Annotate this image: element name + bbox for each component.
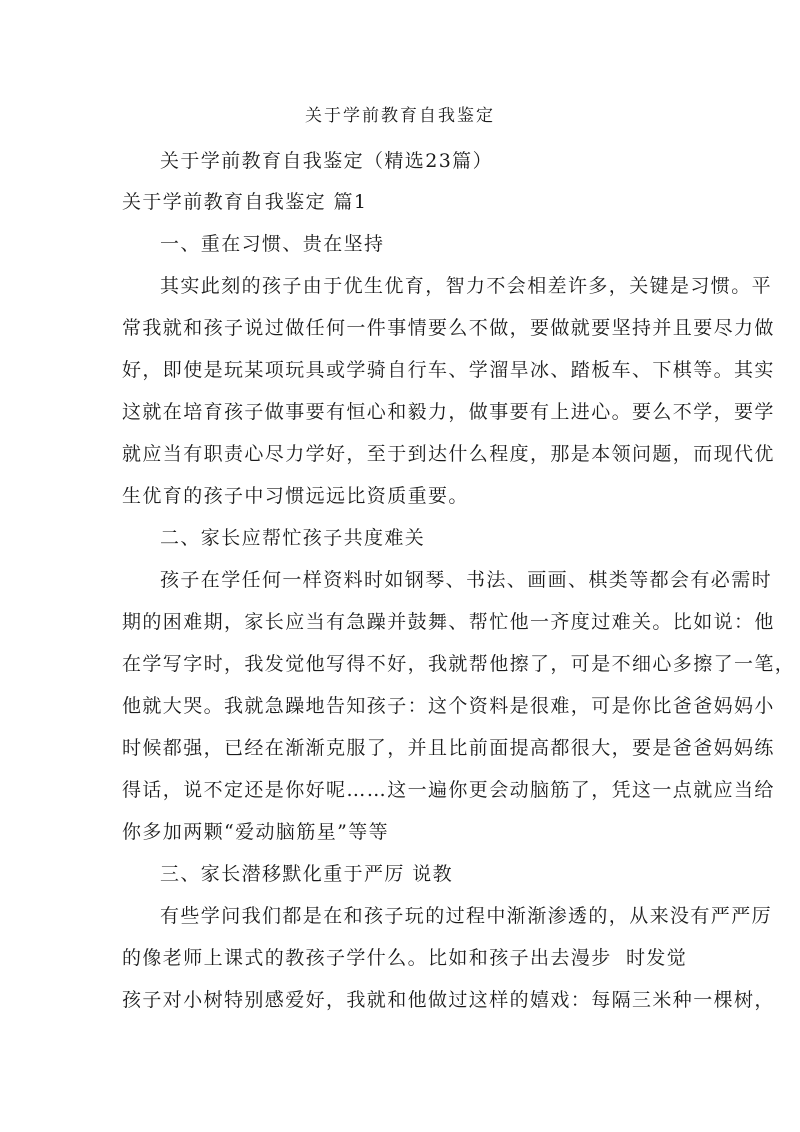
- paragraph-line: 期的困难期，家长应当有急躁并鼓舞、帮忙他一齐度过难关。比如说：他: [122, 611, 775, 633]
- document-subtitle: 关于学前教育自我鉴定（精选23篇）: [160, 150, 493, 172]
- article-heading: 关于学前教育自我鉴定 篇1: [122, 191, 368, 213]
- paragraph-line: 常我就和孩子说过做任何一件事情要么不做，要做就要坚持并且要尽力做: [122, 317, 775, 339]
- paragraph-line: 在学写字时，我发觉他写得不好，我就帮他擦了，可是不细心多擦了一笔，: [122, 653, 796, 675]
- paragraph-line: 孩子在学任何一样资料时如钢琴、书法、画画、棋类等都会有必需时: [160, 569, 773, 591]
- paragraph-line: 这就在培育孩子做事要有恒心和毅力，做事要有上进心。要么不学，要学: [122, 401, 775, 423]
- paragraph-line: 得话，说不定还是你好呢……这一遍你更会动脑筋了，凭这一点就应当给: [122, 779, 775, 801]
- paragraph-line: 其实此刻的孩子由于优生优育，智力不会相差许多，关键是习惯。平: [160, 275, 773, 297]
- paragraph-line: 时候都强，已经在渐渐克服了，并且比前面提高都很大，要是爸爸妈妈练: [122, 737, 775, 759]
- paragraph-line: 有些学问我们都是在和孩子玩的过程中渐渐渗透的，从来没有严严厉: [160, 905, 773, 927]
- section-heading-2: 二、家长应帮忙孩子共度难关: [160, 527, 426, 549]
- paragraph-line: 你多加两颗“爱动脑筋星”等等: [122, 821, 390, 843]
- document-title: 关于学前教育自我鉴定: [305, 106, 495, 126]
- paragraph-line: 孩子对小树特别感爱好，我就和他做过这样的嬉戏：每隔三米种一棵树，: [122, 989, 775, 1011]
- paragraph-line: 生优育的孩子中习惯远远比资质重要。: [122, 485, 469, 507]
- paragraph-line-fragment: 时发觉: [626, 947, 688, 969]
- section-heading-1: 一、重在习惯、贵在坚持: [160, 233, 385, 255]
- paragraph-line: 就应当有职责心尽力学好，至于到达什么程度，那是本领问题，而现代优: [122, 443, 775, 465]
- paragraph-line: 好，即使是玩某项玩具或学骑自行车、学溜旱冰、踏板车、下棋等。其实: [122, 359, 775, 381]
- paragraph-line: 的像老师上课式的教孩子学什么。比如和孩子出去漫步: [122, 947, 612, 969]
- paragraph-line: 他就大哭。我就急躁地告知孩子：这个资料是很难，可是你比爸爸妈妈小: [122, 695, 775, 717]
- section-heading-3: 三、家长潜移默化重于严厉 说教: [160, 863, 454, 885]
